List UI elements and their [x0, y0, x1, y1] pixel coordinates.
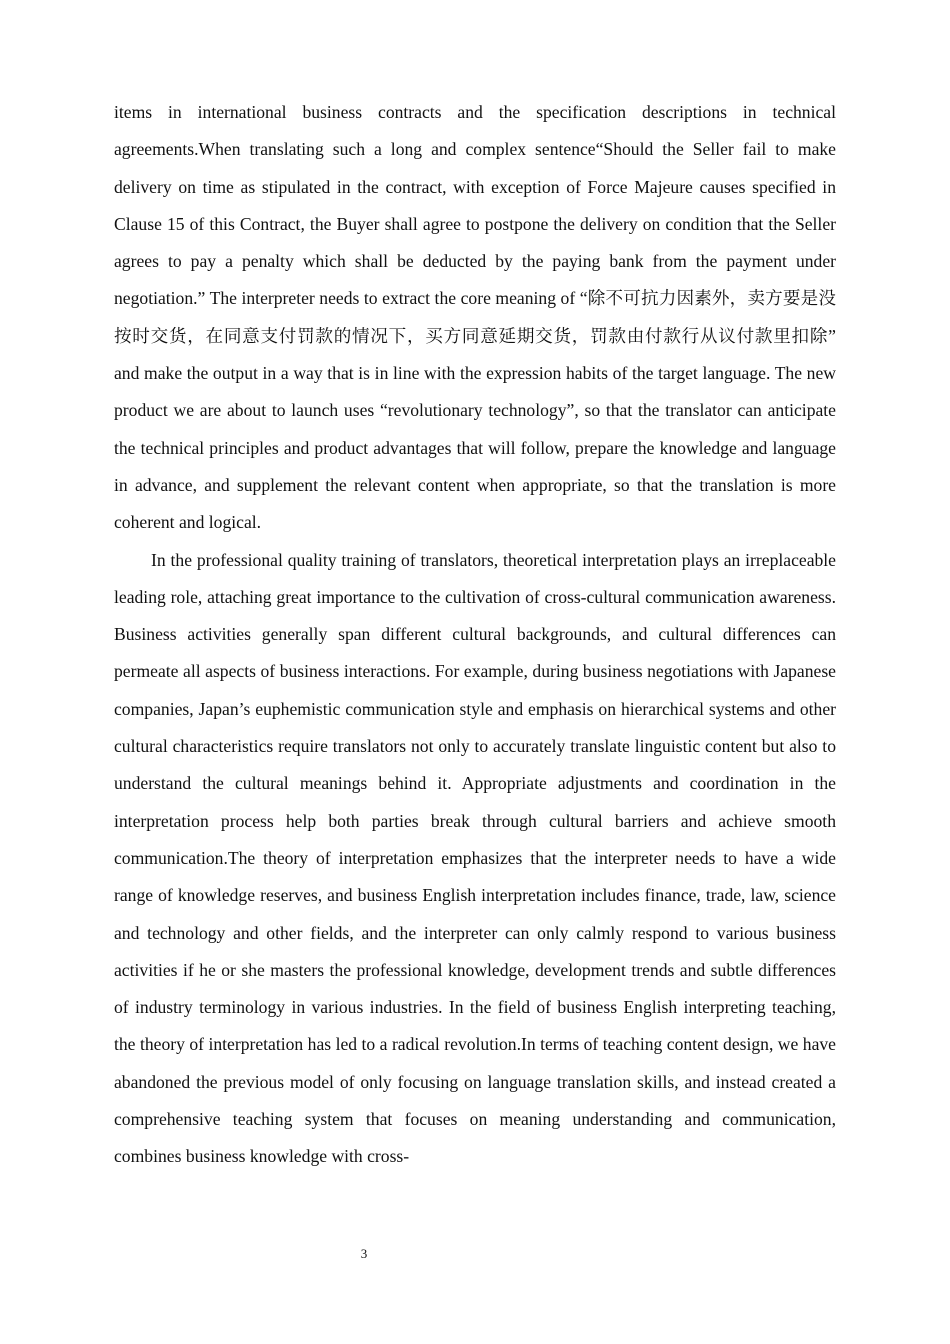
paragraph-2: In the professional quality training of translators, theoretical interpretation plays an irreplaceable leading role, attaching great importance to the cultivation of cross-cultural communication awareness. Business activities generally span different cultural backgrounds, and cultural differences can permeate all aspects of business interactions. For example, during business negotiations with Japanese companies, Japan’s euphemistic communication style and emphasis on hierarchical systems and other cultural characteristics require translators not only to accurately translate linguistic content but also to understand the cultural meanings behind it. Appropriate adjustments and coordination in the interpretation process help both parties break through cultural barriers and achieve smooth communication.The theory of interpretation emphasizes that the interpreter needs to have a wide range of knowledge reserves, and business English interpretation includes finance, trade, law, science and technology and other fields, and the interpreter can only calmly respond to various business activities if he or she masters the professional knowledge, development trends and subtle differences of industry terminology in various industries. In the field of business English interpreting teaching, the theory of interpretation has led to a radical revolution.In terms of teaching content design, we have abandoned the previous model of only focusing on language translation skills, and instead created a comprehensive teaching system that focuses on meaning understanding and communication, combines business knowledge with cross-: [114, 549, 836, 1167]
body-text: [114, 94, 836, 1176]
page-number: 3: [360, 1246, 368, 1261]
paragraph-1: items in international business contracts and the specification descriptions in technical agreements.When translating such a long and complex sentence“Should the Seller fail to make delivery on time as stipulated in the contract, with exception of Force Majeure causes specified in Clause 15 of this Contract, the Buyer shall agree to postpone the delivery on condition that the Seller agrees to pay a penalty which shall be deducted by the paying bank from the payment under negotiation.” The interpreter needs to extract the core meaning of “除不可抗力因素外，卖方要是没按时交货，在同意支付罚款的情况下，买方同意延期交货，罚款由付款行从议付款里扣除” and make the output in a way that is in line with the expression habits of the target language. The new product we are about to launch uses “revolutionary technology”, so that the translator can anticipate the technical principles and product advantages that will follow, prepare the knowledge and language in advance, and supplement the relevant content when appropriate, so that the translation is more coherent and logical.: [114, 102, 836, 533]
